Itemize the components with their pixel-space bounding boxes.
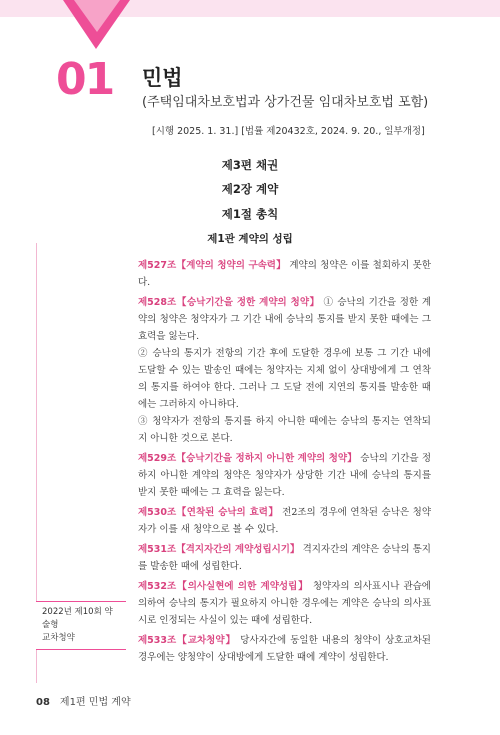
article-532 [138, 578, 431, 629]
chapter-heading: 제2장 계약 [221, 182, 279, 196]
exam-sidenote [36, 601, 126, 650]
article-number: 제528조 [138, 297, 177, 308]
article-title: 【승낙기간을 정한 계약의 청약】 [176, 297, 320, 308]
article-text: 승낙의 기간을 정하지 아니한 계약의 청약은 청약자가 상당한 기간 내에 승낙의 통지를 받지 못한 때에는 그 효력을 잃는다. [138, 453, 432, 498]
footer-label: 제1편 민법 계약 [59, 697, 131, 708]
article-paragraph: ③ 청약자가 전항의 통지를 하지 아니한 때에는 승낙의 통지는 연착되지 아니한 것으로 본다. [138, 416, 431, 444]
sidenote-topic: 교차청약 [42, 633, 75, 643]
part-heading: 제3편 채권 [221, 158, 279, 172]
article-533 [138, 632, 431, 666]
header-triangle-decoration [0, 0, 500, 60]
article-text: 전2조의 경우에 연착된 승낙은 청약자가 이를 새 청약으로 볼 수 있다. [138, 507, 431, 535]
article-title: 【교차청약】 [176, 635, 237, 646]
subsection-heading: 제1관 계약의 성립 [207, 233, 293, 245]
article-title: 【계약의 청약의 구속력】 [176, 260, 287, 271]
section-heading: 제1절 총칙 [221, 207, 279, 221]
article-number: 제531조 [138, 544, 177, 555]
article-number: 제533조 [138, 635, 177, 646]
article-list [138, 257, 431, 669]
article-531 [138, 541, 431, 575]
page-footer [36, 693, 131, 708]
article-number: 제530조 [138, 507, 177, 518]
article-text: ① 승낙의 기간을 정한 계약의 청약은 청약자가 그 기간 내에 승낙의 통지를 받지 못한 때에는 그 효력을 잃는다. [138, 297, 431, 342]
enforcement-info: [시행 2025. 1. 31.] [법률 제20432호, 2024. 9. 20., 일부개정] [152, 126, 425, 137]
article-number: 제527조 [138, 260, 177, 271]
page-number: 08 [36, 697, 50, 708]
article-title: 【의사실현에 의한 계약성립】 [176, 581, 309, 592]
article-title: 【연착된 승낙의 효력】 [176, 507, 279, 518]
article-527 [138, 257, 431, 291]
sidenote-exam: 2022년 제10회 약술형 [42, 607, 113, 630]
article-text: 계약의 청약은 이를 철회하지 못한다. [138, 260, 431, 288]
article-title: 【격지자간의 계약성립시기】 [176, 544, 300, 555]
article-text: 당사자간에 동일한 내용의 청약이 상호교차된 경우에는 양청약이 상대방에게 도달한 때에 계약이 성립한다. [138, 635, 431, 663]
chapter-subtitle: (주택임대차보호법과 상가건물 임대차보호법 포함) [142, 95, 429, 110]
article-number: 제532조 [138, 581, 177, 592]
article-title: 【승낙기간을 정하지 아니한 계약의 청약】 [176, 453, 358, 464]
article-paragraph: ② 승낙의 통지가 전항의 기간 후에 도달한 경우에 보통 그 기간 내에 도달할 수 있는 발송인 때에는 청약자는 지체 없이 상대방에게 그 연착의 통지를 하여야 한다. 그러나 그 도달 전에 지연의 통지를 발송한 때에는 그러하지 아니하다. [138, 348, 431, 410]
article-number: 제529조 [138, 453, 177, 464]
article-529 [138, 450, 431, 501]
chapter-title: 민법 [142, 66, 183, 90]
article-text: 격지자간의 계약은 승낙의 통지를 발송한 때에 성립한다. [138, 544, 431, 572]
chapter-number: 01 [56, 54, 114, 105]
article-text: 청약자의 의사표시나 관습에 의하여 승낙의 통지가 필요하지 아니한 경우에는 계약은 승낙의 의사표시로 인정되는 사실이 있는 때에 성립한다. [138, 581, 431, 626]
article-528 [138, 294, 431, 447]
article-530 [138, 504, 431, 538]
